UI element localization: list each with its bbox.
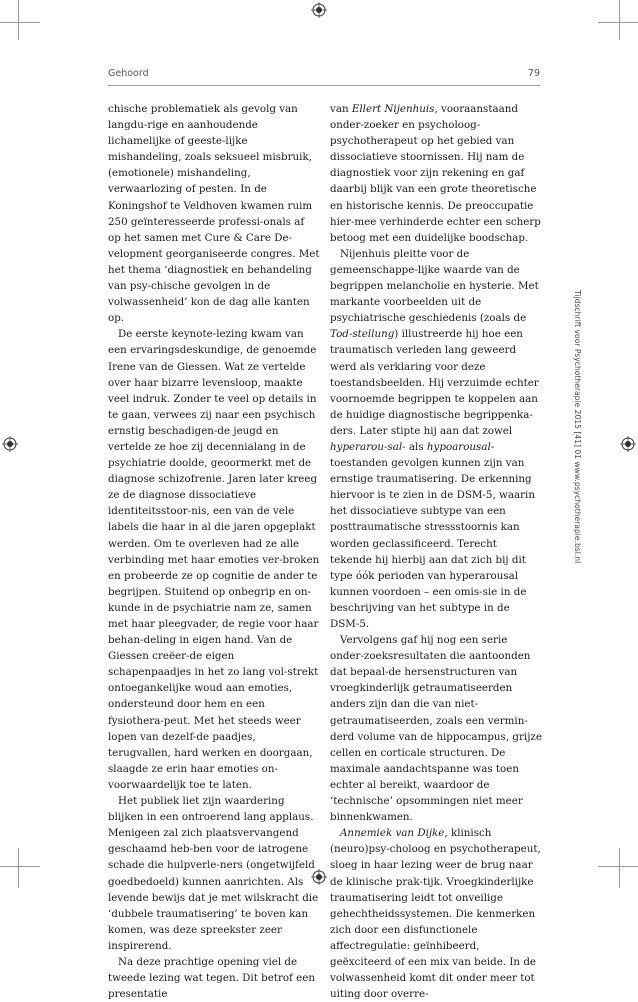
paragraph [330,825,542,1002]
page-number: 79 [527,68,540,79]
text-run: Vervolgens gaf hij nog een serie onder-zoeksresultaten die aantoonden dat bepaal-de hersenstructuren van vroegkinderlijk getraumatiseerden anders zijn dan die van niet-getraumatiseerden, zoals een vermin-derd volume van de hippocampus, grijze cellen en corticale structuren. De maximale aandachtspanne was toen echter al bereikt, waardoor de ‘technische’ opsommingen niet meer binnenkwamen. [330,634,542,824]
registration-mark-right [620,436,636,452]
crop-mark-top-right [619,0,620,40]
crop-mark-bottom-right-h [598,866,638,867]
paragraph [108,793,320,954]
text-run: -toestanden gevolgen kunnen zijn van ernstige traumatisering. De erkenning hiervoor is te zien in de DSM-5, waarin het dissociatieve subtype van een posttraumatische stressstoornis kan worden geclassificeerd. Terecht tekende hij hierbij aan dat zich bij dit type óók perioden van hyperarousal kunnen voordoen – een omis-sie in de beschrijving van het subtype in de DSM-5. [330,440,535,630]
text-run: - als [402,440,427,453]
text-run: De eerste keynote-lezing kwam van een ervaringsdeskundige, de genoemde Irene van de Giessen. Wat ze vertelde over haar bizarre levensloop, maakte veel indruk. Zonder te veel op details in te gaan, verwees zij naar een psychisch ernstig beschadigen-de jeugd en vertelde ze hoe zij decennialang in de psychiatrie doolde, geoormerkt met de diagnose schizofrenie. Jaren later kreeg ze de diagnose dissociatieve identiteitsstoor-nis, een van de vele labels die haar in al die jaren opgeplakt werden. Om te overleven had ze alle verbinding met haar emoties ver-broken en probeerde ze op cognitie de ander te begrijpen. Stuitend op onbegrip en on-kunde in de psychiatrie nam ze, samen met haar pleegvader, de regie voor haar behan-deling in eigen hand. Van de Giessen creëer-de eigen schapenpaadjes in het zo lang vol-strekt ontoegankelijke woud aan emoties, ondersteund door hem en een fysiothera-peut. Met het steeds weer lopen van dezelf-de paadjes, terugvallen, hard werken en doorgaan, slaagde ze erin haar emoties on-voorwaardelijk toe te laten. [108,328,320,791]
journal-sidebar [568,290,586,610]
italic-name: hyperarou-sal [330,440,403,453]
crop-mark-top-left-h [0,22,40,23]
paragraph [108,954,320,1002]
italic-name: Annemiek van Dijke [340,827,445,840]
italic-name: Ellert Nijenhuis [351,103,435,115]
crop-mark-top-left [18,0,19,40]
crop-mark-bottom-right [619,848,620,888]
text-run: van [330,103,352,115]
paragraph [330,246,542,632]
registration-mark-left [2,436,18,452]
journal-citation: Tijdschrift voor Psychotherapie 2015 [41] 01 www.psychotherapie.bsl.nl [573,290,582,564]
section-title: Gehoord [108,68,149,79]
text-run: , vooraanstaand onder-zoeker en psycholoog-psychotherapeut op het gebied van dissociatieve stoornissen. Hij nam de diagnostiek voor zijn rekening en gaf daarbij blijk van een grote theoretische en historische kennis. De preoccupatie hier-mee verhinderde echter een scherp betoog met een duidelijke boodschap. [330,103,541,244]
paragraph [108,101,320,326]
text-column-left [108,101,320,1002]
italic-name: hypoarousal [426,440,491,453]
paragraph [330,101,542,246]
text-run: Na deze prachtige opening viel de tweede lezing wat tegen. Dit betrof een presentatie [108,955,315,1001]
text-column-right [330,101,542,1002]
italic-name: Tod-stellung [330,328,395,341]
paragraph [108,326,320,793]
text-run: Nijenhuis pleitte voor de gemeenschappe-lijke waarde van de begrippen melancholie en hysterie. Met markante voorbeelden uit de psychiatrische geschiedenis (zoals de [330,247,539,325]
paragraph [330,632,542,825]
text-run: chische problematiek als gevolg van langdu-rige en aanhoudende lichamelijke of geeste-lijke mishandeling, zoals seksueel misbruik, (emotionele) mishandeling, verwaarlozing of pesten. In de Koningshof te Veldhoven kwamen ruim 250 geïnteresseerde professi-onals af op het samen met Cure & Care De-velopment georganiseerde congres. Met het thema ‘diagnostiek en behandeling van psy-chische gevolgen in de volwassenheid’ kon de dag alle kanten op. [108,103,320,325]
text-run: , klinisch (neuro)psy-choloog en psychotherapeut, sloeg in haar lezing weer de brug naar de klinische prak-tijk. Vroegkinderlijke traumatisering leidt tot onveilige gehechtheidssystemen. Die kenmerken zich door een disfunctionele affectregulatie: geïnhibeerd, geëxciteerd of een mix van beide. In de volwassenheid komt dit onder meer tot uiting door overre- [330,827,541,1001]
text-run: Het publiek liet zijn waardering blijken in een ontroerend lang applaus. Menigeen zal zich plaatsvervangend geschaamd heb-ben voor de iatrogene schade die hulpverle-ners (ongetwijfeld goedbedoeld) kunnen aanrichten. Als levende bewijs dat je met wilskracht die ‘dubbele traumatisering’ te boven kan komen, was deze spreekster zeer inspirerend. [108,795,319,952]
crop-mark-top-right-h [598,22,638,23]
running-header [108,68,540,82]
header-rule [108,85,540,86]
crop-mark-bottom-left-h [0,866,40,867]
crop-mark-bottom-left [18,848,19,888]
registration-mark-top [311,2,327,18]
text-run: ) illustreerde hij hoe een traumatisch verleden lang geweerd werd als verklaring voor deze toestandsbeelden. Hij verzuimde echter voornoemde begrippen te koppelen aan de huidige diagnostische begrippenka-ders. Later stipte hij aan dat zowel [330,328,539,437]
